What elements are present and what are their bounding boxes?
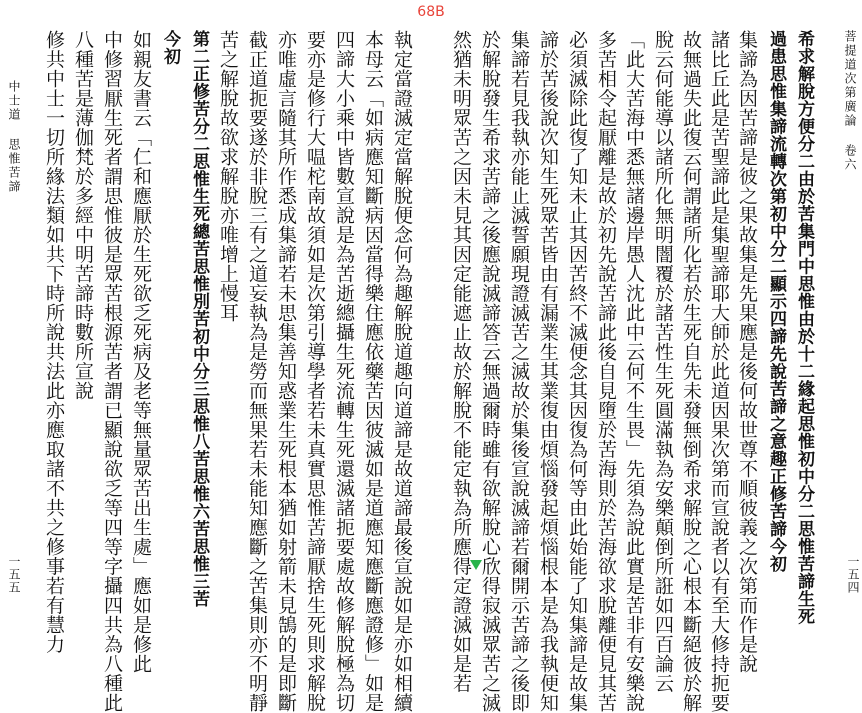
section-heading: 第二正修苦分二思惟生死總苦思惟別苦初中分三思惟八苦思惟六苦思惟三苦 xyxy=(189,30,209,608)
text-column: 執定當證滅定當解脫便念何為趣解脫道趣向道諦是故道諦最後宣說如是亦如相續 xyxy=(391,30,413,713)
text-column: 諸比丘此是苦聖諦此是集聖諦耶大師於此道因果次第而宣說者以有至大修持扼要 xyxy=(708,30,730,713)
text-column: 多苦相令起厭離是故於初先說苦諦此後自見墮於苦海則於苦海欲求脫離便見其苦 xyxy=(595,30,617,713)
text-column: 四諦大小乘中皆數宣說是為苦逝總攝生死流轉生死還滅諸扼要處故修解脫極為切 xyxy=(333,30,355,713)
page-marker: 68B xyxy=(417,4,445,20)
right-running-title: 菩提道次第廣論 卷六 xyxy=(843,30,857,172)
text-column: 過患思惟集諦流轉次第初中分二顯示四諦先說苦諦之意趣正修苦諦今初 xyxy=(766,30,786,573)
text-column: 本母云「如病應知斷病因當得樂住應依藥苦因彼滅如是道應知應斷應證修」如是 xyxy=(362,30,384,713)
text-column: 苦之解脫故欲求解脫亦唯增上慢耳 xyxy=(217,30,239,323)
page-number-left: 一五五 xyxy=(7,555,21,594)
text-column: 必須滅除此復了知未止其因苦終不滅便念其因復為何等由此始能了知集諦是故集 xyxy=(566,30,588,713)
text-column: 亦唯虛言隨其所作悉成集諦若未思集善知惑業生死根本猶如射箭未見鵠的是即斷 xyxy=(275,30,297,713)
green-triangle-marker xyxy=(470,560,482,570)
text-column: 希求解脫方便分二由於苦集門中思惟由於十二緣起思惟初中分二思惟苦諦生死 xyxy=(794,30,814,625)
text-column: 截正道扼要遂於非脫三有之道妄執為是勞而無果若未能知應斷之苦集則亦不明靜 xyxy=(246,30,268,713)
section-heading: 今初 xyxy=(160,30,180,65)
text-column: 脫云何能導以諸所化無明闇覆於諸苦性生死圓滿執為安樂顛倒所誑如四百論云 xyxy=(652,30,674,693)
text-column: 故無過失此復云何謂諸所化若於生死自先未發無倒希求解脫之心根本斷絕彼於解 xyxy=(680,30,702,713)
text-column: 修共中士一切所緣法類如共下時所說共法此亦應取諸不共之修事若有慧力 xyxy=(43,30,65,654)
text-column: 要亦是修行大嗢柁南故須如是次第引導學者若未真實思惟苦諦厭捨生死則求解脫 xyxy=(304,30,326,713)
text-column: 集諦為因苦諦是彼之果故集是先果應是後何故世尊不順彼義之次第而作是說 xyxy=(736,30,758,674)
text-column: 集諦若見我執亦能止滅誓願現證滅苦之滅故於集後宣說滅諦若爾開示苦諦之後即 xyxy=(508,30,530,713)
text-column: 然猶未明眾苦之因未見其因定能遮止故於解脫不能定執為所應得定證滅如是若 xyxy=(450,30,472,693)
page-number-right: 一五四 xyxy=(846,555,860,594)
left-running-title: 中士道 思惟苦諦 xyxy=(7,80,21,194)
text-column: 八種苦是薄伽梵於多經中明苦諦時數所宣說 xyxy=(72,30,94,401)
text-column: 中修習厭生死者謂思惟彼是眾苦根源苦者謂已顯說欲乏等四等字攝四共為八種此 xyxy=(101,30,123,713)
text-column: 諦於苦後說次知生死眾苦皆由有漏業生其業復由煩惱發起煩惱根本是為我執便知 xyxy=(537,30,559,713)
text-column: 如親友書云「仁和應厭於生死欲乏死病及老等無量眾苦出生處」應如是修此 xyxy=(130,30,152,674)
text-column: 「此大苦海中悉無諸邊岸愚人沈此中云何不生畏」先須為說此實是苦非有安樂說 xyxy=(623,30,645,713)
text-column: 於解脫發生希求苦諦之後應說滅諦答云無過爾時雖有欲解脫心欣得寂滅眾苦之滅 xyxy=(479,30,501,713)
